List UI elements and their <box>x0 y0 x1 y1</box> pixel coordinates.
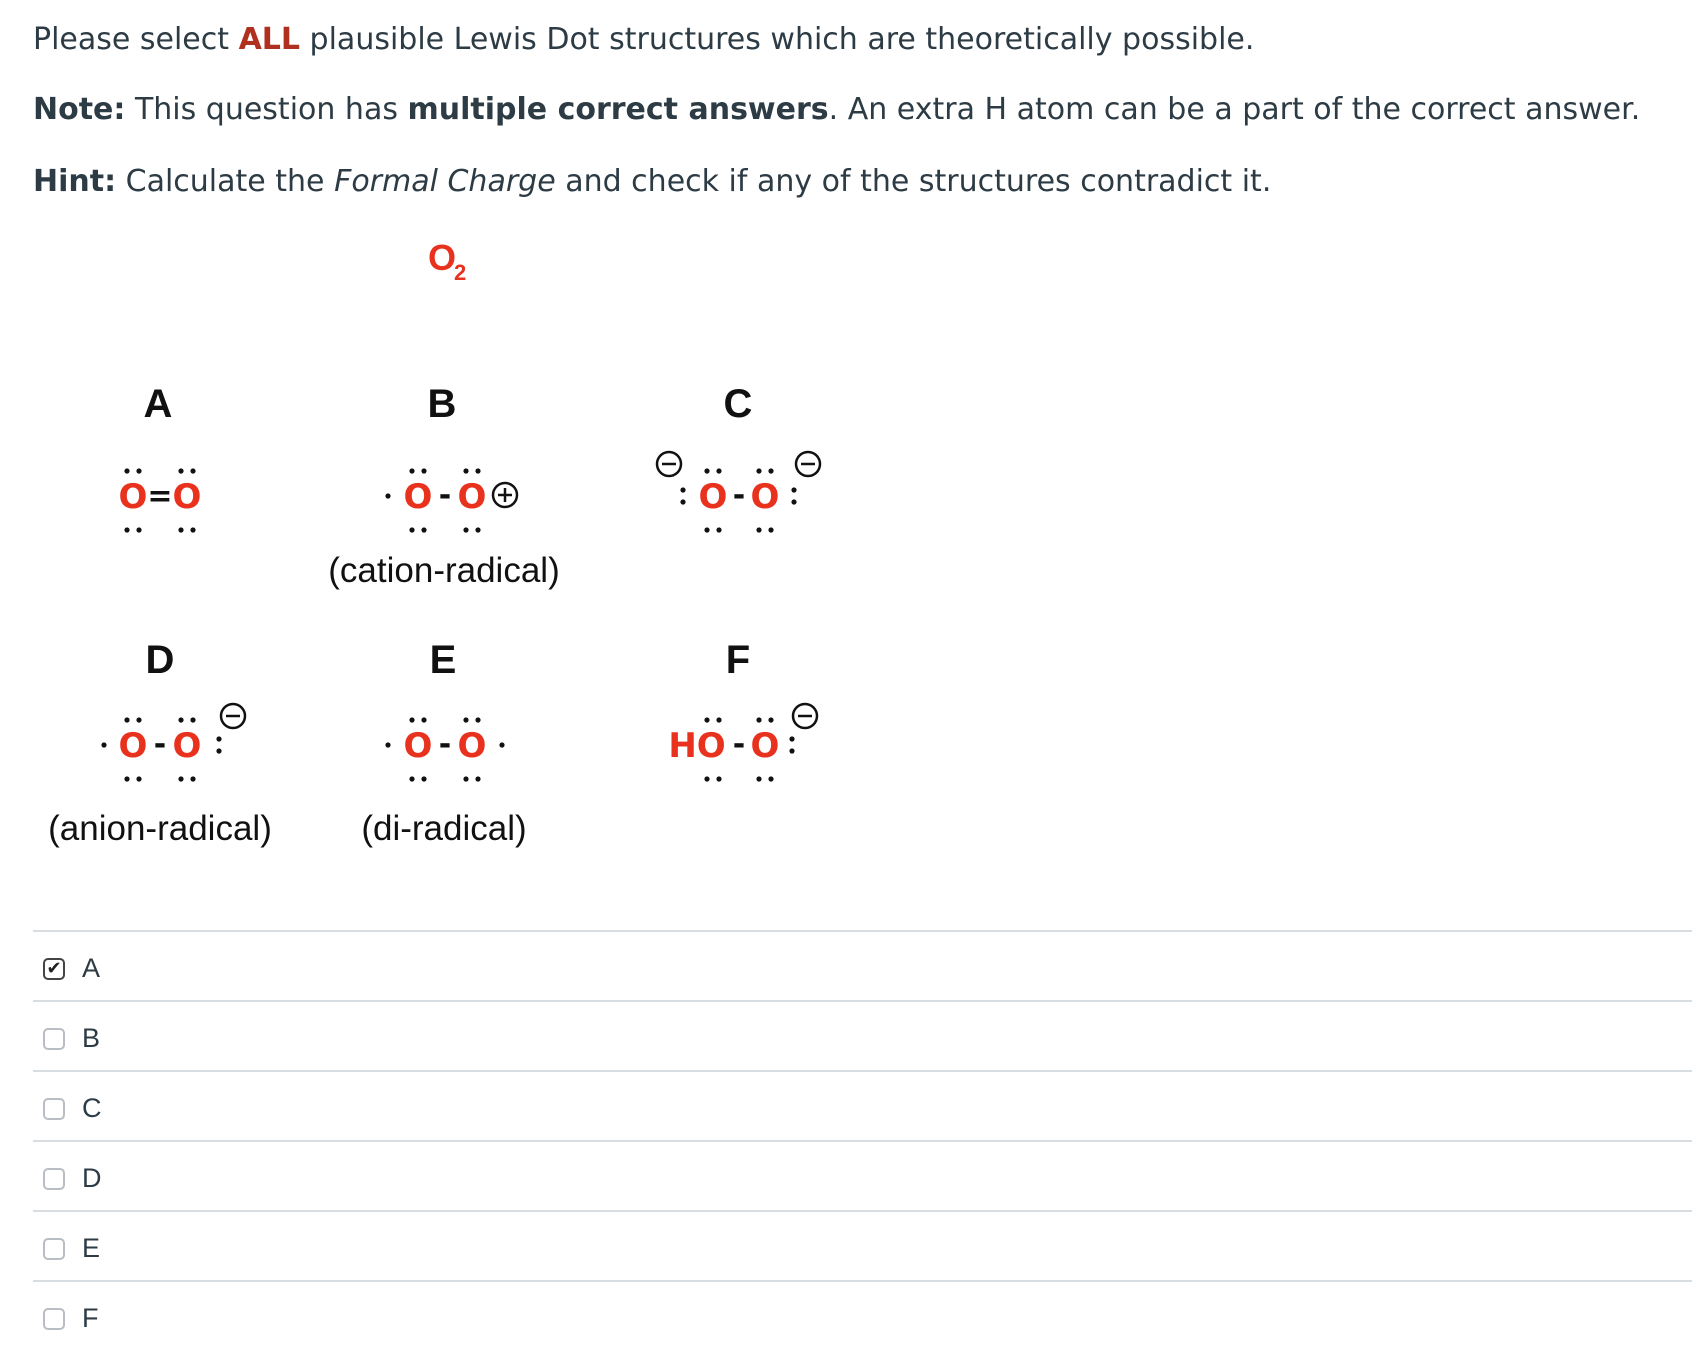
structure-e <box>361 638 526 848</box>
hint-text: Calculate the <box>116 164 335 199</box>
answer-option-e[interactable] <box>33 1210 1692 1282</box>
structure-a <box>119 382 202 533</box>
oxygen-atom: O <box>172 477 202 517</box>
oxygen-atom: O <box>698 477 728 517</box>
oxygen-atom: O <box>403 726 433 766</box>
structure-letter: F <box>725 638 751 682</box>
structure-letter: A <box>143 382 173 426</box>
hint-text-end: and check if any of the structures contradict it. <box>555 164 1272 199</box>
note-text-end: . An extra H atom can be a part of the correct answer. <box>828 92 1641 127</box>
oxygen-atom: O <box>457 726 487 766</box>
single-bond: - <box>438 478 452 513</box>
oxygen-atom: O <box>172 726 202 766</box>
single-bond: - <box>732 478 746 513</box>
note-line <box>33 90 1640 130</box>
checkbox-c[interactable] <box>43 1098 65 1120</box>
structure-d <box>48 638 272 848</box>
answer-option-a[interactable] <box>33 930 1692 1002</box>
structure-f <box>668 638 817 782</box>
oxygen-atom: O <box>403 477 433 517</box>
answer-option-f[interactable] <box>33 1280 1692 1352</box>
structure-letter: D <box>145 638 175 682</box>
structure-c <box>657 382 820 533</box>
option-label: E <box>82 1233 101 1263</box>
molecule-formula <box>428 237 466 285</box>
question-text-end: plausible Lewis Dot structures which are theoretically possible. <box>300 22 1255 57</box>
oxygen-atom: O <box>750 726 780 766</box>
option-label: A <box>82 953 101 983</box>
oxygen-atom: O <box>750 477 780 517</box>
oxygen-atom: O <box>118 726 148 766</box>
note-text: This question has <box>125 92 408 127</box>
checkbox-f[interactable] <box>43 1308 65 1330</box>
answer-option-c[interactable] <box>33 1070 1692 1142</box>
option-label: B <box>82 1023 101 1053</box>
emphasis-all: ALL <box>238 22 301 57</box>
structure-note: (anion-radical) <box>48 809 272 848</box>
checkbox-a[interactable]: ✔ <box>43 958 65 980</box>
checkbox-b[interactable] <box>43 1028 65 1050</box>
structure-note: (di-radical) <box>361 809 527 848</box>
question-text: Please select <box>33 22 239 57</box>
positive-charge-icon <box>493 483 517 507</box>
structure-letter: B <box>427 382 457 426</box>
formula-main: O <box>428 237 457 278</box>
checkbox-e[interactable] <box>43 1238 65 1260</box>
structure-letter: E <box>429 638 457 682</box>
negative-charge-icon <box>221 704 245 728</box>
hint-label: Hint: <box>33 164 117 199</box>
single-bond: - <box>732 727 746 762</box>
negative-charge-icon <box>796 452 820 476</box>
hint-formal-charge: Formal Charge <box>334 164 556 199</box>
single-bond: - <box>153 727 167 762</box>
single-bond: - <box>438 727 452 762</box>
option-label: F <box>82 1303 99 1333</box>
option-label: C <box>82 1093 102 1123</box>
answer-option-b[interactable] <box>33 1000 1692 1072</box>
hint-line <box>33 162 1271 202</box>
question-line-1 <box>33 20 1254 60</box>
note-emphasis: multiple correct answers <box>407 92 829 127</box>
structure-note: (cation-radical) <box>328 551 560 590</box>
answer-option-d[interactable] <box>33 1140 1692 1212</box>
checkbox-d[interactable] <box>43 1168 65 1190</box>
formula-subscript: 2 <box>454 260 467 285</box>
oxygen-atom: O <box>118 477 148 517</box>
structure-b <box>328 382 559 590</box>
option-label: D <box>82 1163 102 1193</box>
structure-letter: C <box>723 382 753 426</box>
oxygen-atom: O <box>457 477 487 517</box>
hydroxyl-group: HO <box>668 726 726 766</box>
lewis-structures-figure <box>0 220 920 870</box>
note-label: Note: <box>33 92 126 127</box>
negative-charge-icon <box>793 704 817 728</box>
negative-charge-icon <box>657 452 681 476</box>
double-bond: = <box>147 479 173 514</box>
